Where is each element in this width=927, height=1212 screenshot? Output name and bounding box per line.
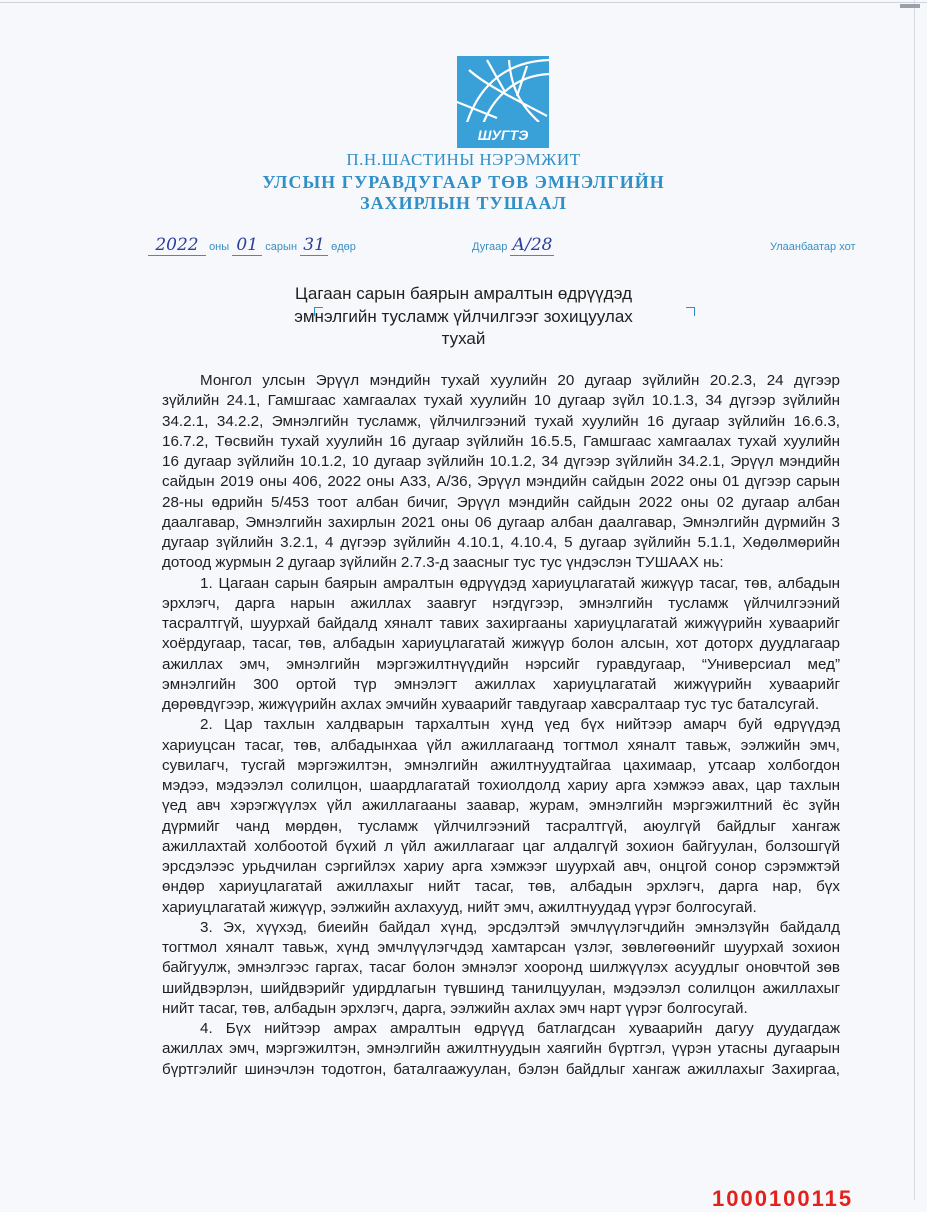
- body-line: бүртгэлийг шинэчлэн тодотгон, баталгаажуулан, бэлэн байдлыг хангаж ажиллахыг Захиргаа,: [162, 1060, 840, 1078]
- body-line: эрхлэгч, дарга нарын ажиллах заавryг нэгдүгээр, эмнэлгийн тусламж үйлчилгээний: [162, 594, 840, 612]
- body-line: 3. Эх, хүүхэд, биеийн байдал хүнд, эрсдэлтэй эмчлүүлэгчдийн эмнэлзүйн байдалд: [200, 918, 840, 936]
- date-year: 2022: [148, 235, 206, 256]
- date-day-suffix: өдөр: [331, 241, 356, 253]
- scan-mark: [900, 4, 920, 8]
- body-line: хариуцлагатай жижүүр, ээлжийн ахлахууд, нийт эмч, ажилтнуудад үүрэг болгосугай.: [162, 898, 757, 916]
- date-month: 01: [232, 235, 262, 256]
- body-line: өндөр хариуцлагатай ажиллахыг нийт тасаг, төв, албадын эрхлэгч, дарга нар, бүх: [162, 878, 840, 896]
- body-line: дүрмийг чанд мөрдөн, тусламж үйлчилгээний тасралтгүй, аюулгүй байдлыг хангаж: [162, 817, 840, 835]
- date-day: 31: [300, 235, 328, 256]
- date-year-suffix: оны: [209, 241, 230, 253]
- body-line: ажиллах эмч, эмнэлгийн мэргэжилтнүүдийн нэрсийг гуравдугаар, “Универсиал мед”: [162, 655, 840, 673]
- date-month-suffix: сарын: [265, 241, 298, 253]
- body-line: 28-ны өдрийн 5/453 тоот албан бичиг, Эрүүл мэндийн сайдын 2022 оны 02 дугаар албан: [162, 493, 840, 511]
- number-label: Дугаар: [472, 241, 508, 253]
- body-line: 2. Цар тахлын халдварын тархалтын хүнд үед бүх нийтээр амарч буй өдрүүдэд: [200, 716, 840, 734]
- body-line: нийт тасаг, төв, албадын эрхлэгч, дарга, ээлжийн ахлах эмч нарт үүрэг болгосугай.: [162, 999, 748, 1017]
- body-line: дугаар зүйлийн 3.2.1, 4 дүгээр зүйлийн 4.10.1, 4.10.4, 5 дугаар зүйлийн 5.1.1, Хөдөлмөрийн: [162, 534, 840, 551]
- body-line: эмнэлгийн 300 ортой түр эмнэлэгт ажиллах хариуцлагатай жижүүрийн хуваарийг: [162, 675, 840, 693]
- body-line: даалгавар, Эмнэлгийн захирлын 2021 оны 06 дугаар албан даалгавар, Эмнэлгийн дүрмийн 3: [162, 513, 840, 531]
- body-line: тогтмол хяналт тавьж, хүнд эмчлүүлэгчдэд хамтарсан үзлэг, зөвлөгөөнийг шуурхай зохион: [162, 939, 840, 956]
- hospital-logo: [457, 56, 549, 148]
- body-line: эрсдэлээс урьдчилан сэргийлэх хариу арга хэмжээг шуурхай авч, онцгой сонор сэрэмжтэй: [162, 858, 840, 875]
- red-number-stamp: 1000100115: [712, 1186, 854, 1211]
- body-line: шийдвэрлэн, шийдвэрийг удирдлагын түвшинд танилцуулан, мэдээлэл солилцон ажиллахыг: [162, 979, 840, 997]
- body-line: зүйлийн 24.1, Гамшгаас хамгаалах тухай хуулийн 10 дугаар зүйл 10.1.3, 34 дүгээр зүйлийн: [162, 392, 840, 410]
- body-line: тасралтгүй, шуурхай байдалд хяналт тавих захиргааны хариуцлагатай жижүүрийн хуваарийг: [162, 615, 840, 632]
- city-label: Улаанбаатар хот: [770, 241, 856, 253]
- logo-text: ШУГТЭ: [477, 127, 529, 143]
- body-line: 16 дугаар зүйлийн 10.1.2, 10 дугаар зүйлийн 10.1.2, 34 дүгээр зүйлийн 34.2.1, Эрүүл мэндийн: [162, 453, 840, 470]
- body-line: дөрөвдүгээр, жижүүрийн ахлах эмчийн хуваарийг тавдугаар хавсралтаар тус тус баталсугай.: [162, 696, 820, 713]
- body-line: хариуцсан тасаг, төв, албадынхаа үйл ажиллагаанд тогтмол хяналт тавьж, ээлжийн эмч,: [162, 736, 840, 754]
- order-body: [162, 371, 840, 1080]
- order-title: [200, 283, 727, 351]
- title-line: Цагаан сарын баярын амралтын өдрүүдэд: [294, 284, 633, 303]
- body-line: 1. Цагаан сарын баярын амралтын өдрүүдэд хариуцлагатай жижүүр тасаг, төв, албадын: [200, 574, 840, 592]
- body-line: байгуулж, эмнэлгээс гаргах, тасаг болон эмнэлэг хооронд шилжүүлэх асуудлыг оновчтой зөв: [162, 959, 840, 977]
- body-line: 4. Бүх нийтээр амрах амралтын өдрүүд батлагдсан хуваарийн дагуу дуудагдаж: [200, 1020, 840, 1037]
- body-line: 16.7.2, Төсвийн тухай хуулийн 16 дугаар зүйлийн 16.5.5, Гамшгаас хамгаалах тухай хуулийн: [162, 432, 840, 450]
- number-row: [472, 235, 554, 256]
- header-line-2: УЛСЫН ГУРАВДУГААР ТӨВ ЭМНЭЛГИЙН: [262, 172, 665, 192]
- body-line: Монгол улсын Эрүүл мэндийн тухай хуулийн 20 дугаар зүйлийн 20.2.3, 24 дүгээр: [200, 372, 840, 389]
- body-line: ажиллахтай холбоотой бүхий л үйл ажиллагааг цаг алдалгүй зохион байгуулан, болзошгүй: [162, 837, 840, 855]
- header-line-3: ЗАХИРЛЫН ТУШААЛ: [360, 193, 567, 213]
- scan-edge-top: [0, 2, 927, 3]
- body-line: үед авч хэрэгжүүлэх үйл ажиллагааны заавар, журам, эмнэлгийн мэргэжилтний ёс зүйн: [162, 797, 840, 815]
- body-line: ажиллах эмч, мэргэжилтэн, эмнэлгийн ажилтнуудын хаягийн бүртгэл, үүрэн утасны дугаарын: [162, 1040, 840, 1058]
- body-line: мэдээ, мэдээлэл солилцон, шаардлагатай тохиолдолд хариу арга хэмжээ авах, цар тахлын: [162, 777, 840, 794]
- body-line: сайдын 2019 оны 406, 2022 оны А33, А/36, Эрүүл мэндийн сайдын 2022 оны 01 дүгээр сарын: [162, 473, 840, 491]
- body-line: 34.2.1, 34.2.2, Эмнэлгийн тусламж, үйлчилгээний тухай хуулийн 16 дугаар зүйлийн 16.6.3,: [162, 412, 840, 430]
- title-line: эмнэлгийн тусламж үйлчилгээг зохицуулах: [294, 306, 633, 326]
- title-line: тухай: [441, 329, 486, 348]
- body-line: сувилагч, тусгай мэргэжилтэн, эмнэлгийн ажилтнуудтайгаа цахимаар, утсаар холбогдон: [162, 756, 840, 774]
- order-number: А/28: [512, 235, 553, 255]
- body-line: дотоод журмын 2 дугаар зүйлийн 2.7.3-д заасныг тус тус үндэслэн ТУШААХ нь:: [162, 554, 724, 572]
- header-line-1: П.Н.ШАСТИНЫ НЭРЭМЖИТ: [346, 150, 581, 169]
- date-row: [148, 235, 356, 256]
- body-line: хоёрдугаар, тасаг, төв, албадын хариуцлагатай жижүүр болон алсын, хот доторх дуудлагаар: [162, 635, 840, 653]
